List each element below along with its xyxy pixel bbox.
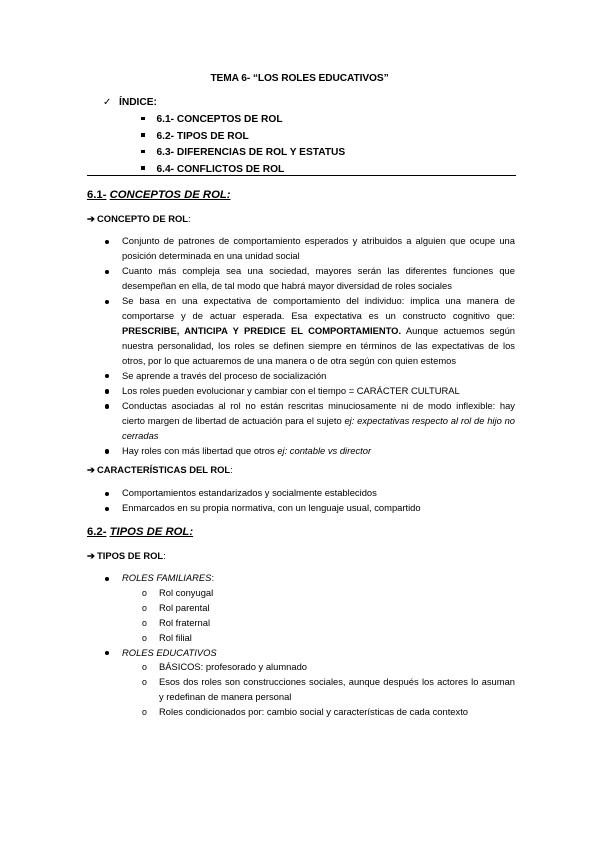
horizontal-rule xyxy=(87,175,516,176)
index-item: 6.3- DIFERENCIAS DE ROL Y ESTATUS xyxy=(141,145,345,162)
index-item: 6.1- CONCEPTOS DE ROL xyxy=(141,112,345,129)
section-6-2-title: 6.2- TIPOS DE ROL: xyxy=(87,526,194,538)
bullet-icon xyxy=(105,240,109,244)
concepto-list xyxy=(105,234,515,459)
index-heading xyxy=(103,97,157,108)
bullet-icon xyxy=(105,270,109,274)
section-6-1-title: 6.1- CONCEPTOS DE ROL: xyxy=(87,189,231,201)
sublist-item: o Roles condicionados por: cambio social y características de cada contexto xyxy=(142,705,515,720)
arrow-right-icon: ➔ xyxy=(87,464,95,475)
list-item-roles-educativos: ROLES EDUCATIVOS o BÁSICOS: profesorado y alumnado o Esos dos roles son construcciones sociales, aunque después los actores lo asuman y redefinan de manera personal o Roles condicionados por: cambio social y características de cada contexto xyxy=(105,646,515,721)
arrow-right-icon: ➔ xyxy=(87,213,95,224)
index-item: 6.4- CONFLICTOS DE ROL xyxy=(141,162,345,179)
sublist-item: o Rol conyugal xyxy=(142,586,515,601)
roles-list xyxy=(105,571,515,720)
bullet-icon xyxy=(105,492,109,496)
bullet-icon xyxy=(105,651,109,655)
bullet-icon xyxy=(105,449,109,453)
page-title: TEMA 6- “LOS ROLES EDUCATIVOS” xyxy=(210,73,389,84)
checkmark-icon: ✓ xyxy=(103,97,112,108)
square-bullet-icon xyxy=(141,150,145,154)
list-item: Se basa en una expectativa de comportamiento del individuo: implica una manera de comportarse y de actuar esperada. Esa expectativa es un constructo cognitivo que: PRESCRIBE, ANTICIPA Y PREDICE EL COMPORTAMIENTO. Aunque actuemos según nuestra personalidad, los roles se definen siempre en términos de las expectativas de los otros, por lo que actuaremos de una manera o de otra según con quien estemos xyxy=(105,294,515,369)
circle-bullet-icon: o xyxy=(142,617,147,628)
list-item: Los roles pueden evolucionar y cambiar con el tiempo = CARÁCTER CULTURAL xyxy=(105,384,515,399)
circle-bullet-icon: o xyxy=(142,677,147,688)
bullet-icon xyxy=(105,577,109,581)
index-heading-label: ÍNDICE: xyxy=(119,97,157,108)
list-item: Hay roles con más libertad que otros ej: contable vs director xyxy=(105,444,515,459)
sublist-item: o Esos dos roles son construcciones sociales, aunque después los actores lo asuman y redefinan de manera personal xyxy=(142,676,515,703)
sublist-item: o BÁSICOS: profesorado y alumnado xyxy=(142,660,515,675)
circle-bullet-icon: o xyxy=(142,632,147,643)
bullet-icon xyxy=(105,389,109,393)
square-bullet-icon xyxy=(141,166,145,170)
bullet-icon xyxy=(105,300,109,304)
list-item: Comportamientos estandarizados y socialmente establecidos xyxy=(105,486,515,501)
circle-bullet-icon: o xyxy=(142,602,147,613)
list-item: Enmarcados en su propia normativa, con un lenguaje usual, compartido xyxy=(105,501,515,516)
caracteristicas-list xyxy=(105,486,515,516)
familiares-sublist xyxy=(142,586,515,646)
bullet-icon xyxy=(105,404,109,408)
circle-bullet-icon: o xyxy=(142,587,147,598)
concepto-de-rol-heading: ➔ CONCEPTO DE ROL: xyxy=(87,213,191,224)
sublist-item: o Rol parental xyxy=(142,601,515,616)
list-item: Se aprende a través del proceso de socialización xyxy=(105,369,515,384)
list-item: Conductas asociadas al rol no están rescritas minuciosamente ni de modo inflexible: hay cierto margen de libertad de actuación para el sujeto ej: expectativas respecto al rol de hijo no cerradas xyxy=(105,399,515,444)
square-bullet-icon xyxy=(141,133,145,137)
educativos-sublist xyxy=(142,660,515,720)
index-item: 6.2- TIPOS DE ROL xyxy=(141,129,345,146)
square-bullet-icon xyxy=(141,117,145,121)
bullet-icon xyxy=(105,507,109,511)
arrow-right-icon: ➔ xyxy=(87,550,95,561)
sublist-item: o Rol filial xyxy=(142,631,515,646)
tipos-de-rol-heading: ➔ TIPOS DE ROL: xyxy=(87,550,166,561)
caracteristicas-heading: ➔ CARACTERÍSTICAS DEL ROL: xyxy=(87,464,233,475)
circle-bullet-icon: o xyxy=(142,707,147,718)
list-item: Conjunto de patrones de comportamiento esperados y atribuidos a alguien que ocupe una posición determinada en una unidad social xyxy=(105,234,515,264)
list-item-roles-familiares: ROLES FAMILIARES: o Rol conyugal o Rol parental o Rol fraternal o Rol filial xyxy=(105,571,515,646)
sublist-item: o Rol fraternal xyxy=(142,616,515,631)
index-list xyxy=(141,112,345,178)
circle-bullet-icon: o xyxy=(142,662,147,673)
list-item: Cuanto más compleja sea una sociedad, mayores serán las diferentes funciones que desempeñan en ella, de tal modo que habrá mayor diversidad de roles sociales xyxy=(105,264,515,294)
bullet-icon xyxy=(105,374,109,378)
